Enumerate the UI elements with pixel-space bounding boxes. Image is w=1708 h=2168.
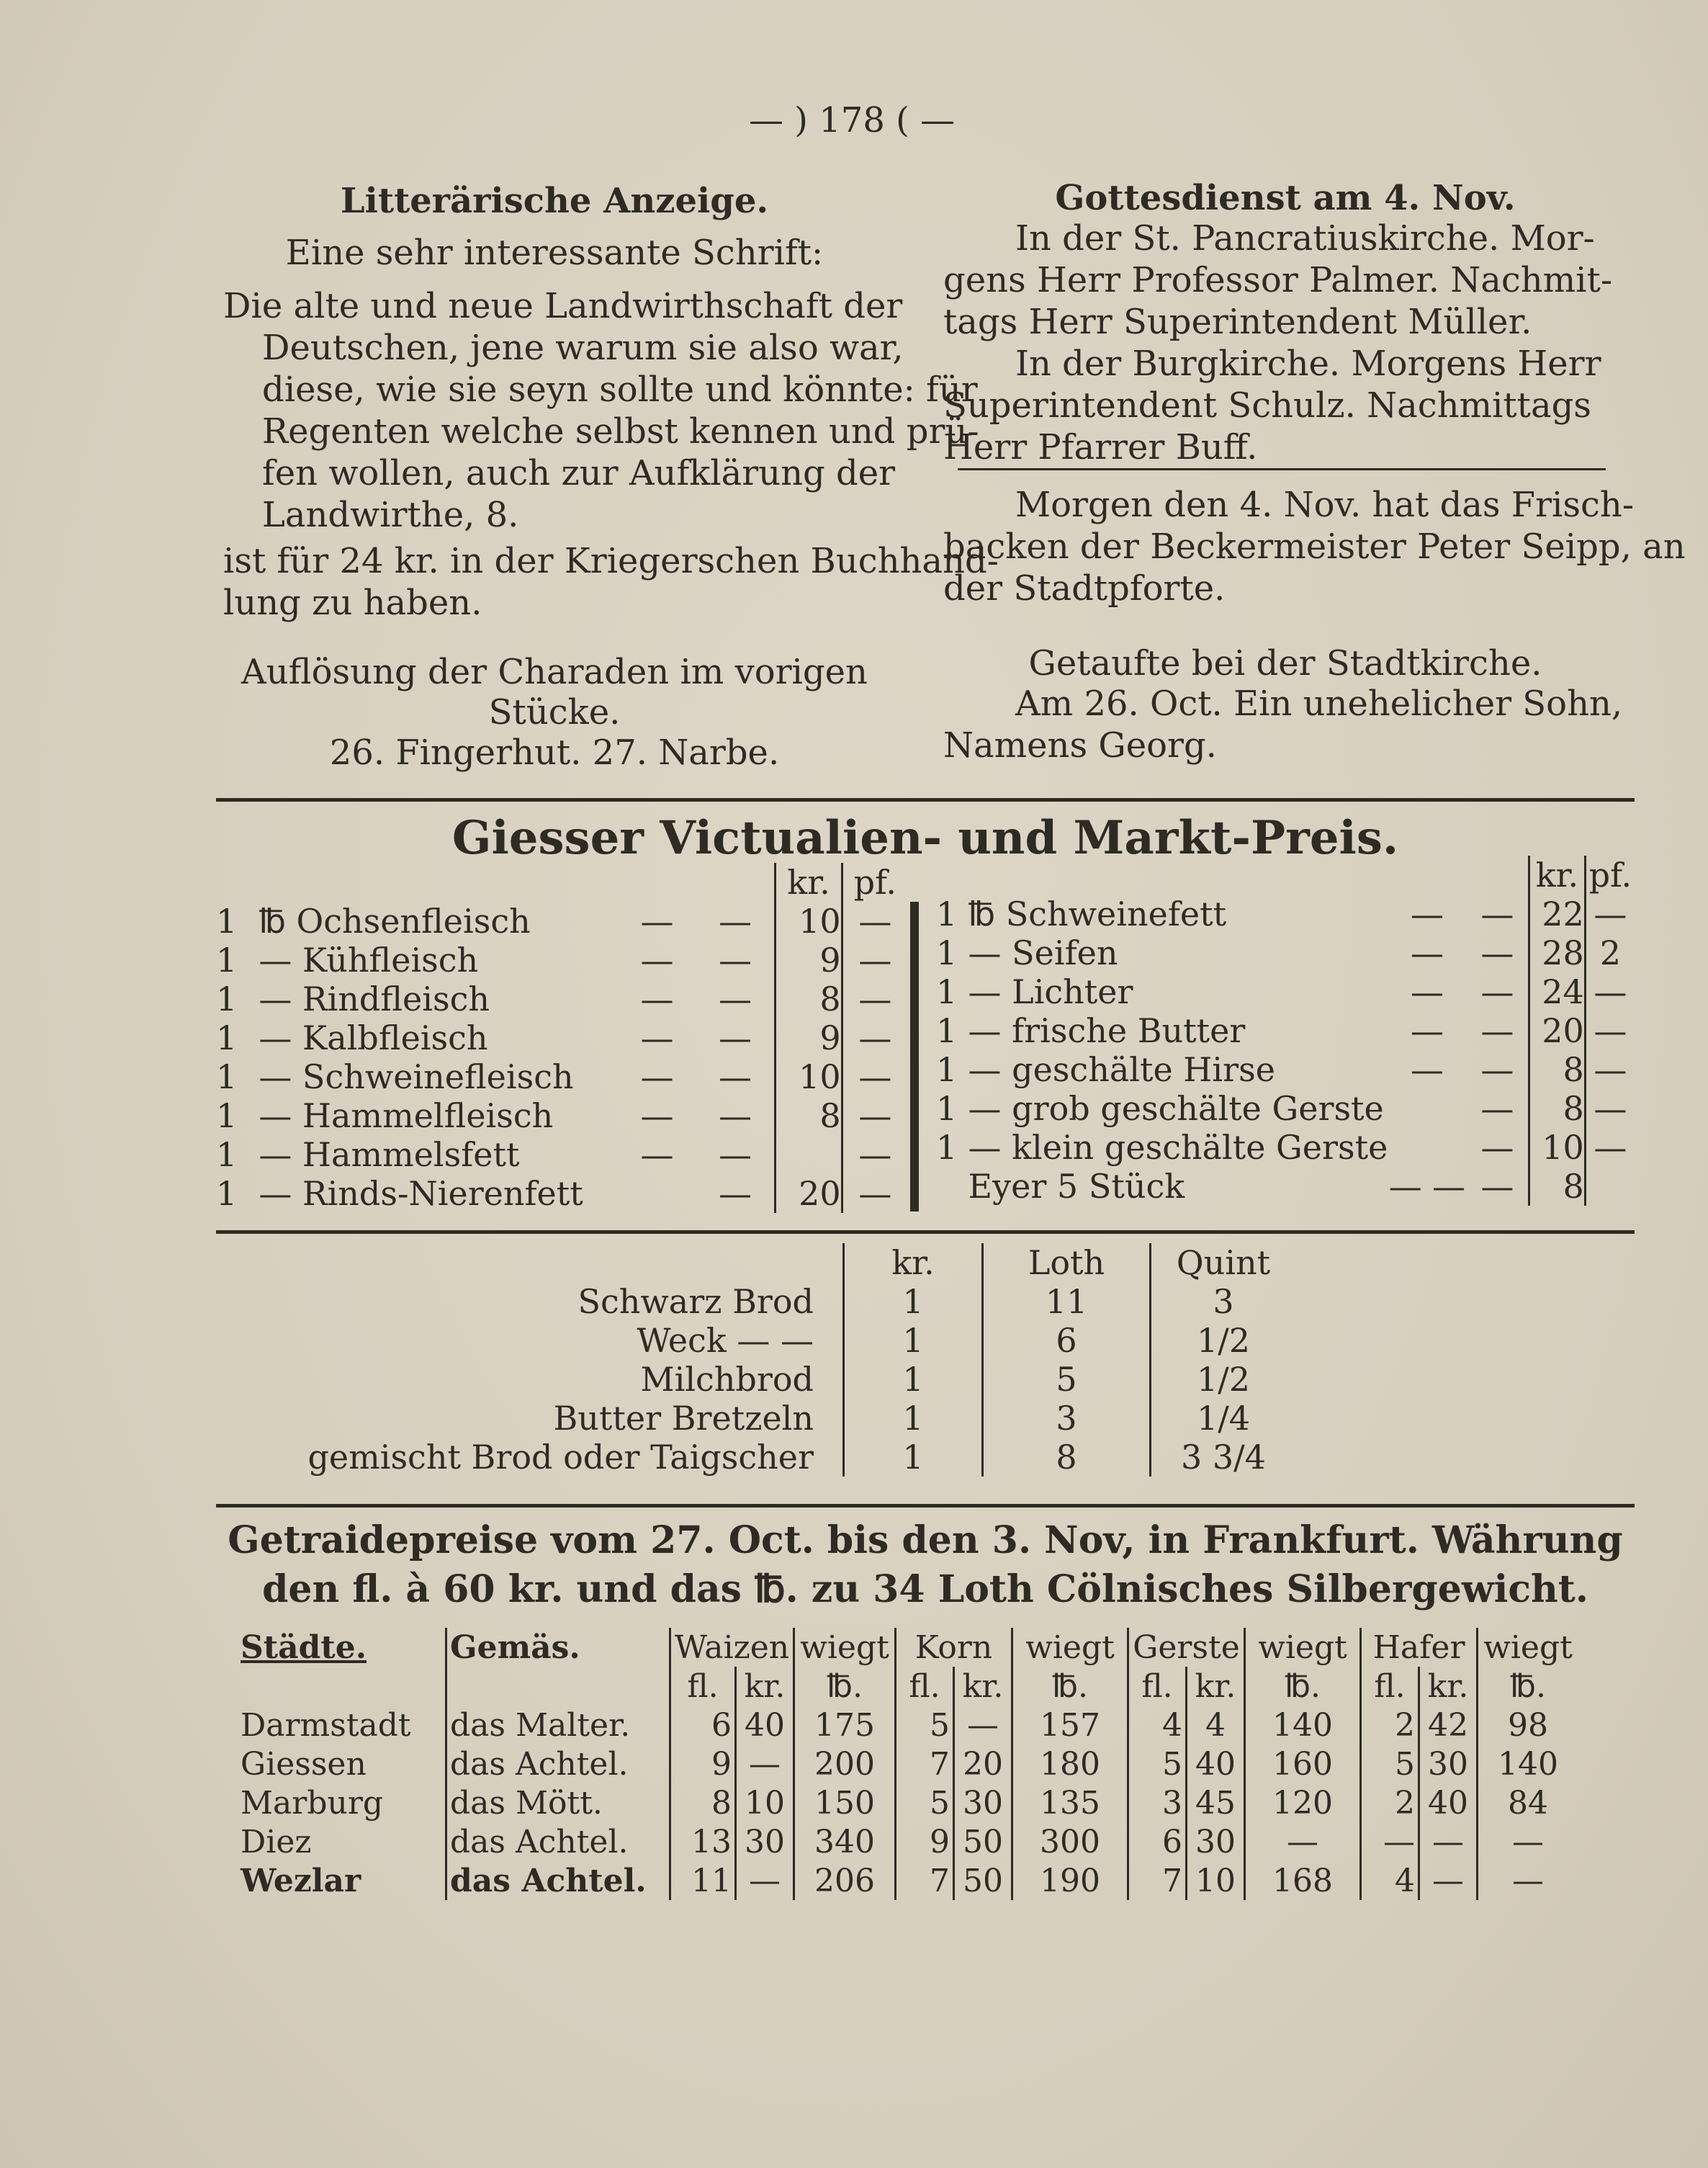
literary-line: Landwirthe, 8. — [262, 495, 519, 535]
col-barley-header: Gerste — [1128, 1628, 1245, 1667]
service-line: In der St. Pancratiuskirche. Mor- — [1015, 218, 1595, 259]
price-kr: 9 — [776, 941, 842, 980]
price-pf: — — [842, 1096, 907, 1135]
table-row — [238, 1822, 1578, 1861]
table-row — [288, 1438, 1295, 1477]
cell: 5 — [896, 1783, 954, 1822]
dash: — — [719, 1018, 752, 1057]
table-row — [936, 972, 1635, 1011]
cell: 190 — [1012, 1861, 1128, 1900]
price-pf: — — [842, 980, 907, 1018]
item-name: — Hammelfleisch — [259, 1096, 554, 1135]
col-measure-header: Gemäs. — [446, 1628, 670, 1667]
literary-line: fen wollen, auch zur Aufklärung der — [262, 453, 896, 493]
sub-fl: fl. — [1361, 1667, 1419, 1706]
cell: 30 — [954, 1783, 1012, 1822]
availability-line: ist für 24 kr. in der Kriegerschen Buchhand- — [223, 541, 999, 581]
bread-quint: 3 — [1151, 1282, 1296, 1321]
cell: — — [1419, 1861, 1478, 1900]
item-name: — Rinds-Nierenfett — [259, 1174, 583, 1213]
table-row — [238, 1783, 1578, 1822]
cell: — — [1361, 1822, 1419, 1861]
price-pf: — — [1585, 1050, 1635, 1089]
table-row — [216, 1135, 907, 1174]
cell: 7 — [896, 1744, 954, 1783]
col-quint-header: Quint — [1151, 1243, 1296, 1282]
price-kr: 20 — [776, 1174, 842, 1213]
cell: 10 — [1187, 1861, 1245, 1900]
charade-answers: 26. Fingerhut. 27. Narbe. — [329, 733, 780, 773]
cell: 2 — [1361, 1783, 1419, 1822]
cell: 206 — [794, 1861, 896, 1900]
measure: das Achtel. — [446, 1861, 670, 1900]
price-kr: 10 — [776, 902, 842, 941]
col-kr-header: kr. — [776, 863, 842, 902]
dash: — — [719, 1135, 752, 1174]
qty: 1 — [936, 972, 958, 1011]
page-number: — ) 178 ( — — [749, 100, 956, 140]
baker-line: backen der Beckermeister Peter Seipp, an — [943, 527, 1686, 567]
cell: 168 — [1245, 1861, 1361, 1900]
qty: 1 — [216, 902, 238, 941]
qty: 1 — [216, 1018, 238, 1057]
cell: 300 — [1012, 1822, 1128, 1861]
price-pf: — — [842, 1135, 907, 1174]
cell: 30 — [1419, 1744, 1478, 1783]
cell: 20 — [954, 1744, 1012, 1783]
dash — [1388, 1128, 1466, 1167]
cell: 4 — [1128, 1706, 1187, 1744]
sub-lb: ℔. — [794, 1667, 896, 1706]
city-name: Giessen — [241, 1745, 367, 1783]
dash: — — [1480, 895, 1514, 933]
availability-line: lung zu haben. — [223, 583, 482, 623]
price-pf: — — [1585, 895, 1635, 933]
table-row — [936, 895, 1635, 933]
table-row — [936, 1089, 1635, 1128]
item-name: ℔ Ochsenfleisch — [259, 902, 531, 941]
cell: 6 — [1128, 1822, 1187, 1861]
dash: — — [640, 1096, 674, 1135]
col-kr-header: kr. — [844, 1243, 983, 1282]
qty — [936, 1167, 968, 1206]
literary-heading: Litterärische Anzeige. — [340, 181, 769, 221]
col-wheat-weight-header: wiegt — [794, 1628, 896, 1667]
cell: 4 — [1187, 1706, 1245, 1744]
section-rule — [216, 1504, 1635, 1508]
bread-quint: 1/4 — [1151, 1399, 1296, 1438]
dash: — — [1410, 933, 1444, 972]
qty: 1 — [216, 1174, 238, 1213]
cell: 5 — [1128, 1744, 1187, 1783]
sub-fl: fl. — [896, 1667, 954, 1706]
dash: — — [640, 941, 674, 980]
cell: 3 — [1128, 1783, 1187, 1822]
section-rule — [216, 798, 1635, 802]
item-name: — geschälte Hirse — [968, 1050, 1275, 1089]
col-oats-header: Hafer — [1361, 1628, 1478, 1667]
sub-kr: kr. — [736, 1667, 794, 1706]
price-kr: 8 — [776, 980, 842, 1018]
dash: — — [719, 1174, 752, 1213]
item-name: — Rindfleisch — [259, 980, 490, 1018]
cell: 2 — [1361, 1706, 1419, 1744]
item-name: Eyer 5 Stück — [968, 1167, 1185, 1206]
measure: das Achtel. — [446, 1822, 670, 1861]
table-row — [936, 933, 1635, 972]
cell: — — [1245, 1822, 1361, 1861]
literary-subheading: Eine sehr interessante Schrift: — [285, 233, 824, 273]
item-name: ℔ Schweinefett — [968, 895, 1227, 933]
cell: 7 — [1128, 1861, 1187, 1900]
table-row — [216, 980, 907, 1018]
dash: — — [719, 902, 752, 941]
qty: 1 — [216, 941, 238, 980]
cell: 340 — [794, 1822, 896, 1861]
price-kr: 8 — [776, 1096, 842, 1135]
table-row — [288, 1321, 1295, 1360]
baptism-notice — [943, 683, 1622, 766]
bread-kr: 1 — [844, 1399, 983, 1438]
table-row — [936, 1050, 1635, 1089]
cell: 50 — [954, 1822, 1012, 1861]
service-line: Superintendent Schulz. Nachmittags — [943, 385, 1591, 426]
qty: 1 — [936, 1011, 958, 1050]
price-kr — [776, 1135, 842, 1174]
dash: — — [719, 1096, 752, 1135]
item-name: — Lichter — [968, 972, 1133, 1011]
col-loth-header: Loth — [983, 1243, 1151, 1282]
item-name: — grob geschälte Gerste — [968, 1089, 1384, 1128]
col-cities-header: Städte. — [241, 1629, 367, 1666]
qty: 1 — [216, 980, 238, 1018]
cell: 157 — [1012, 1706, 1128, 1744]
price-pf: — — [842, 902, 907, 941]
service-notice — [943, 218, 1612, 468]
cell: 30 — [1187, 1822, 1245, 1861]
cell: 84 — [1478, 1783, 1578, 1822]
item-name: — Kühfleisch — [259, 941, 479, 980]
price-pf: — — [842, 1174, 907, 1213]
table-row — [216, 1096, 907, 1135]
dash: — — [1410, 972, 1444, 1011]
cell: — — [1478, 1861, 1578, 1900]
cell: — — [1478, 1822, 1578, 1861]
cell: 175 — [794, 1706, 896, 1744]
cell: 120 — [1245, 1783, 1361, 1822]
table-row — [288, 1282, 1295, 1321]
bread-table — [288, 1243, 1295, 1477]
dash: — — [1480, 1128, 1514, 1167]
cell: 5 — [896, 1706, 954, 1744]
cell: — — [954, 1706, 1012, 1744]
item-name: — Seifen — [968, 933, 1118, 972]
item-name: — klein geschälte Gerste — [968, 1128, 1388, 1167]
cell: 7 — [896, 1861, 954, 1900]
service-line: In der Burgkirche. Morgens Herr — [1015, 344, 1601, 384]
charade-heading: Auflösung der Charaden im vorigen — [241, 652, 868, 692]
qty: 1 — [216, 1096, 238, 1135]
price-pf: — — [1585, 1128, 1635, 1167]
baptism-line: Am 26. Oct. Ein unehelicher Sohn, — [1015, 684, 1623, 724]
cell: 13 — [670, 1822, 736, 1861]
dash: — — [719, 941, 752, 980]
column-divider-rule — [958, 468, 1606, 470]
table-row — [238, 1706, 1578, 1744]
service-line: tags Herr Superintendent Müller. — [943, 302, 1532, 342]
dash: — — [640, 980, 674, 1018]
section-rule — [216, 1230, 1635, 1234]
cell: 4 — [1361, 1861, 1419, 1900]
col-rye-weight-header: wiegt — [1012, 1628, 1128, 1667]
city-name: Marburg — [241, 1784, 384, 1822]
price-kr: 28 — [1529, 933, 1586, 972]
cell: 9 — [670, 1744, 736, 1783]
cell: 30 — [736, 1822, 794, 1861]
dash: — — [719, 980, 752, 1018]
sub-fl: fl. — [670, 1667, 736, 1706]
qty: 1 — [936, 1089, 958, 1128]
cell: 98 — [1478, 1706, 1578, 1744]
dash — [1388, 1089, 1466, 1128]
sub-kr: kr. — [1419, 1667, 1478, 1706]
charade-heading-2: Stücke. — [488, 692, 621, 733]
price-pf: — — [1585, 1011, 1635, 1050]
dash: — — [1410, 895, 1444, 933]
cell: — — [1419, 1822, 1478, 1861]
dash — [618, 1174, 696, 1213]
cell: 42 — [1419, 1706, 1478, 1744]
cell: 40 — [736, 1706, 794, 1744]
cell: 5 — [1361, 1744, 1419, 1783]
col-pf-header: pf. — [1585, 856, 1635, 895]
dash: — — — [1388, 1167, 1466, 1206]
dash: — — [719, 1057, 752, 1096]
baker-line: der Stadtpforte. — [943, 568, 1226, 609]
price-pf: — — [842, 1018, 907, 1057]
measure: das Achtel. — [446, 1744, 670, 1783]
bread-kr: 1 — [844, 1360, 983, 1399]
price-kr: 8 — [1529, 1050, 1586, 1089]
qty: 1 — [936, 1128, 958, 1167]
bread-loth: 6 — [983, 1321, 1151, 1360]
literary-line: Regenten welche selbst kennen und prü- — [262, 411, 979, 452]
cell: 140 — [1245, 1706, 1361, 1744]
table-row — [288, 1360, 1295, 1399]
price-pf: — — [842, 1057, 907, 1096]
dash: — — [1480, 972, 1514, 1011]
table-row — [936, 1128, 1635, 1167]
baptism-line: Namens Georg. — [943, 725, 1217, 766]
measure: das Malter. — [446, 1706, 670, 1744]
table-row — [238, 1744, 1578, 1783]
bread-loth: 5 — [983, 1360, 1151, 1399]
cell: 10 — [736, 1783, 794, 1822]
cell: 140 — [1478, 1744, 1578, 1783]
price-kr: 8 — [1529, 1167, 1586, 1206]
sub-fl: fl. — [1128, 1667, 1187, 1706]
qty: 1 — [936, 895, 958, 933]
sub-kr: kr. — [1187, 1667, 1245, 1706]
price-pf: — — [1585, 1089, 1635, 1128]
cell: 180 — [1012, 1744, 1128, 1783]
qty: 1 — [216, 1135, 238, 1174]
cell: 135 — [1012, 1783, 1128, 1822]
price-kr: 20 — [1529, 1011, 1586, 1050]
victuals-right-table — [936, 856, 1635, 1206]
cell: 8 — [670, 1783, 736, 1822]
bread-name: Weck — — — [637, 1321, 814, 1360]
city-name: Diez — [241, 1823, 312, 1860]
dash: — — [1480, 1050, 1514, 1089]
sub-lb: ℔. — [1478, 1667, 1578, 1706]
cell: 40 — [1419, 1783, 1478, 1822]
dash: — — [640, 1057, 674, 1096]
bread-quint: 1/2 — [1151, 1321, 1296, 1360]
dash: — — [1480, 1011, 1514, 1050]
bread-kr: 1 — [844, 1438, 983, 1477]
service-line: gens Herr Professor Palmer. Nachmit- — [943, 260, 1613, 300]
city-name: Darmstadt — [241, 1706, 411, 1744]
table-divider-thick — [910, 902, 919, 1211]
grain-price-table — [238, 1628, 1578, 1900]
city-name: Wezlar — [241, 1862, 361, 1899]
item-name: — Schweinefleisch — [259, 1057, 574, 1096]
bread-name: Butter Bretzeln — [553, 1399, 814, 1438]
bread-quint: 1/2 — [1151, 1360, 1296, 1399]
col-kr-header: kr. — [1529, 856, 1586, 895]
sub-lb: ℔. — [1012, 1667, 1128, 1706]
literary-line: Deutschen, jene warum sie also war, — [262, 328, 904, 368]
col-rye-header: Korn — [896, 1628, 1012, 1667]
baptism-heading: Getaufte bei der Stadtkirche. — [1028, 643, 1542, 684]
cell: 200 — [794, 1744, 896, 1783]
bread-name: Schwarz Brod — [577, 1282, 814, 1321]
table-row — [216, 1057, 907, 1096]
item-name: — frische Butter — [968, 1011, 1246, 1050]
bread-name: gemischt Brod oder Taigscher — [307, 1438, 814, 1477]
table-row — [288, 1399, 1295, 1438]
cell: 45 — [1187, 1783, 1245, 1822]
baker-line: Morgen den 4. Nov. hat das Frisch- — [1015, 485, 1635, 525]
service-line: Herr Pfarrer Buff. — [943, 427, 1258, 467]
bread-kr: 1 — [844, 1321, 983, 1360]
sub-lb: ℔. — [1245, 1667, 1361, 1706]
baker-notice — [943, 484, 1686, 609]
dash: — — [1410, 1050, 1444, 1089]
literary-description — [223, 285, 979, 536]
price-kr: 8 — [1529, 1089, 1586, 1128]
item-name: — Hammelsfett — [259, 1135, 520, 1174]
availability-note — [223, 540, 999, 624]
table-row — [216, 1018, 907, 1057]
literary-line: diese, wie sie seyn sollte und könnte: für — [262, 369, 978, 410]
price-pf: — — [1585, 972, 1635, 1011]
bread-quint: 3 3/4 — [1151, 1438, 1296, 1477]
item-name: — Kalbfleisch — [259, 1018, 488, 1057]
literary-line: Die alte und neue Landwirthschaft der — [223, 286, 903, 326]
bread-loth: 11 — [983, 1282, 1151, 1321]
qty: 1 — [936, 933, 958, 972]
dash: — — [1480, 933, 1514, 972]
col-barley-weight-header: wiegt — [1245, 1628, 1361, 1667]
bread-loth: 8 — [983, 1438, 1151, 1477]
price-kr: 10 — [1529, 1128, 1586, 1167]
bread-kr: 1 — [844, 1282, 983, 1321]
bread-name: Milchbrod — [640, 1360, 814, 1399]
col-pf-header: pf. — [842, 863, 907, 902]
cell: — — [736, 1861, 794, 1900]
cell: 11 — [670, 1861, 736, 1900]
dash: — — [640, 1135, 674, 1174]
price-pf: — — [842, 941, 907, 980]
cell: 40 — [1187, 1744, 1245, 1783]
table-row — [238, 1861, 1578, 1900]
dash: — — [640, 1018, 674, 1057]
dash: — — [1410, 1011, 1444, 1050]
service-heading: Gottesdienst am 4. Nov. — [1055, 178, 1516, 218]
qty: 1 — [936, 1050, 958, 1089]
table-row — [936, 1167, 1635, 1206]
cell: — — [736, 1744, 794, 1783]
dash: — — [1480, 1167, 1514, 1206]
col-oats-weight-header: wiegt — [1478, 1628, 1578, 1667]
cell: 150 — [794, 1783, 896, 1822]
price-kr: 22 — [1529, 895, 1586, 933]
victuals-left-table — [216, 863, 907, 1213]
price-kr: 10 — [776, 1057, 842, 1096]
sub-kr: kr. — [954, 1667, 1012, 1706]
table-row — [936, 1011, 1635, 1050]
table-row — [216, 941, 907, 980]
cell: 160 — [1245, 1744, 1361, 1783]
grain-title-line2: den fl. à 60 kr. und das ℔. zu 34 Loth Cölnisches Silbergewicht. — [262, 1567, 1588, 1611]
dash: — — [1480, 1089, 1514, 1128]
table-row — [216, 1174, 907, 1213]
bread-loth: 3 — [983, 1399, 1151, 1438]
price-pf: 2 — [1585, 933, 1635, 972]
cell: 6 — [670, 1706, 736, 1744]
table-row — [216, 902, 907, 941]
cell: 9 — [896, 1822, 954, 1861]
measure: das Mött. — [446, 1783, 670, 1822]
price-kr: 24 — [1529, 972, 1586, 1011]
price-kr: 9 — [776, 1018, 842, 1057]
victuals-title: Giesser Victualien- und Markt-Preis. — [451, 811, 1399, 865]
dash: — — [640, 902, 674, 941]
cell: 50 — [954, 1861, 1012, 1900]
grain-title-line1: Getraidepreise vom 27. Oct. bis den 3. Nov, in Frankfurt. Währung — [228, 1518, 1623, 1562]
col-wheat-header: Waizen — [670, 1628, 794, 1667]
price-pf — [1585, 1167, 1635, 1206]
qty: 1 — [216, 1057, 238, 1096]
